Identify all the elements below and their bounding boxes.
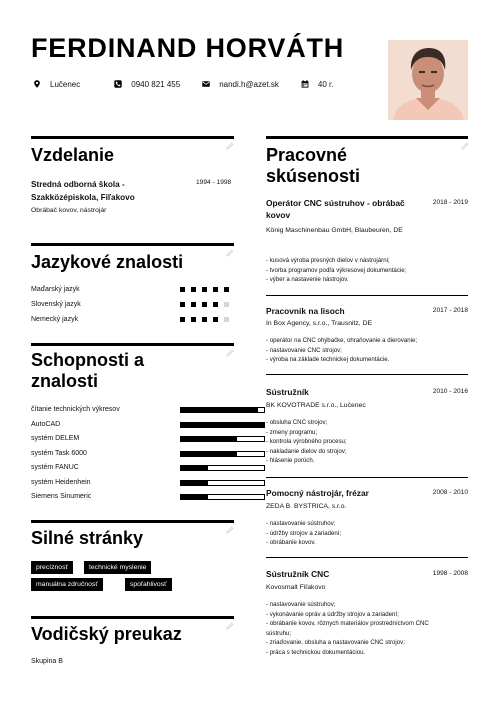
language-name: Slovenský jazyk	[31, 301, 81, 308]
job-title: Operátor CNC sústruhov - obrábač kovov	[266, 198, 405, 220]
duty-item: - nastavovanie sústruhov;	[266, 520, 336, 527]
skill-level-fill	[181, 408, 258, 412]
skill-name: systém FANUC	[31, 464, 79, 471]
contact-info-row	[33, 78, 333, 90]
language-row	[31, 316, 236, 326]
age-text: 40 r.	[317, 79, 334, 89]
skill-row	[31, 435, 236, 446]
job-company: BK KOVOTRADE s.r.o., Lučenec	[266, 402, 366, 409]
level-dot-filled	[180, 287, 185, 292]
duty-item: - kontrola výrobného procesu;	[266, 438, 347, 445]
duty-item: - hlásenie porúch.	[266, 457, 315, 464]
education-title: Vzdelanie	[31, 145, 115, 165]
email-text: nandi.h@azet.sk	[219, 79, 279, 89]
skill-row	[31, 421, 236, 432]
skill-name: systém Task 6000	[31, 449, 87, 457]
level-dot-filled	[202, 317, 207, 322]
duty-item: - nastavovanie sústruhov;	[266, 601, 336, 608]
skill-name: systém DELEM	[31, 435, 80, 442]
skill-level-fill	[181, 466, 208, 470]
education-divider	[31, 136, 234, 139]
job-divider	[266, 557, 468, 558]
duty-item: - zmeny programu;	[266, 428, 318, 436]
language-name: Nemecký jazyk	[31, 316, 79, 323]
skill-name: AutoCAD	[31, 420, 61, 428]
skill-row	[31, 479, 236, 490]
level-dot-filled	[213, 287, 218, 292]
license-divider	[31, 616, 234, 619]
skill-level-bar	[180, 494, 265, 500]
job-company: In Box Agency, s.r.o., Trausnitz, DE	[266, 320, 373, 327]
duty-item: - obrábanie kovov.	[266, 539, 316, 546]
skill-row	[31, 406, 236, 417]
skills-divider	[31, 343, 234, 346]
duty-item: - zriaďovanie, obsluha a nastavovanie CNC strojov;	[266, 639, 405, 646]
contact-phone	[114, 80, 180, 89]
job-company: König Maschinenbau GmbH, Blaubeuren, DE	[266, 227, 403, 234]
experience-divider	[266, 136, 468, 139]
contact-email	[202, 80, 279, 89]
location-pin-icon	[33, 80, 41, 88]
duty-item: - výroba na základe technickej dokumentácie.	[266, 356, 390, 363]
languages-divider	[31, 243, 234, 246]
skill-name: Siemens Sinumeric	[31, 493, 92, 500]
duty-item: - údržby strojov a zariadení;	[266, 529, 342, 537]
level-dot-filled	[191, 287, 196, 292]
skill-level-bar	[180, 465, 265, 471]
job-title: Pomocný nástrojár, frézar	[266, 488, 369, 498]
job-duties	[266, 600, 468, 657]
skill-level-bar	[180, 436, 265, 442]
duty-item: - obsluha CNC strojov;	[266, 419, 328, 426]
job-company: ZEDA B. BYSTRICA, s.r.o.	[266, 503, 347, 510]
duty-item: - kusová výroba presných dielov v nástrojárni;	[266, 257, 390, 264]
level-dot-filled	[202, 302, 207, 307]
job-title: Pracovník na lisoch	[266, 306, 345, 316]
education-school: Stredná odborná škola - Szakközépiskola, Fiľakovo	[31, 180, 135, 202]
level-dot-empty	[224, 317, 229, 322]
job-duties	[266, 256, 468, 285]
skill-level-fill	[181, 495, 208, 499]
job-years: 2018 - 2019	[432, 199, 468, 206]
skill-level-fill	[181, 437, 237, 441]
language-level-dots	[180, 302, 235, 307]
candidate-name: FERDINAND HORVÁTH	[31, 33, 345, 63]
skill-row	[31, 464, 236, 475]
duty-item: - nakladanie dielov do strojov;	[266, 447, 347, 455]
duty-item: - tvorba programov podľa výkresovej dokumentácie;	[266, 266, 407, 274]
skill-level-bar	[180, 407, 265, 413]
job-company: Kovosmalt Fiľakovo	[266, 584, 326, 591]
job-divider	[266, 374, 468, 375]
skill-level-fill	[181, 423, 264, 427]
contact-location	[33, 80, 80, 89]
duty-item: - operátor na CNC ohýbačke, ohraňovanie a dierovanie;	[266, 337, 418, 344]
skill-level-bar	[180, 451, 265, 457]
duty-item: - výber a nastavenie nástrojov.	[266, 276, 349, 283]
strengths-title: Silné stránky	[31, 528, 144, 548]
job-years: 1998 - 2008	[432, 570, 468, 577]
skill-level-fill	[181, 481, 208, 485]
duty-item: - práca s technickou dokumentáciou.	[266, 648, 366, 656]
level-dot-filled	[202, 287, 207, 292]
language-level-dots	[180, 317, 235, 322]
edit-pencil-icon	[226, 349, 234, 357]
education-field: Obrábač kovov, nástrojár	[31, 207, 107, 214]
duty-item: - obrábanie kovov, rôznych materiálov prostredníctvom CNC sústruhu;	[266, 620, 429, 637]
strength-tag: precíznosť	[31, 561, 73, 574]
job-divider	[266, 295, 468, 296]
location-text: Lučenec	[50, 79, 81, 89]
job-years: 2017 - 2018	[432, 307, 468, 314]
license-title: Vodičský preukaz	[31, 624, 182, 644]
level-dot-filled	[191, 317, 196, 322]
skill-row	[31, 493, 236, 504]
level-dot-filled	[180, 317, 185, 322]
level-dot-filled	[191, 302, 196, 307]
phone-icon	[114, 80, 122, 88]
job-years: 2010 - 2016	[432, 388, 468, 395]
education-years: 1994 - 1998	[196, 179, 232, 186]
duty-item: - nastavovanie CNC strojov;	[266, 346, 342, 354]
job-duties	[266, 519, 468, 548]
job-years: 2008 - 2010	[432, 489, 468, 496]
strength-tag: manuálna zdručnosť	[31, 578, 103, 591]
strength-tag: spoľahlivosť	[125, 578, 172, 591]
phone-text: 0940 821 455	[131, 79, 181, 89]
contact-age	[301, 80, 334, 89]
job-divider	[266, 477, 468, 478]
strengths-divider	[31, 520, 234, 523]
level-dot-filled	[213, 302, 218, 307]
job-title: Sústružník	[266, 387, 309, 397]
experience-title: Pracovné skúsenosti	[266, 145, 361, 187]
level-dot-empty	[224, 302, 229, 307]
edit-pencil-icon	[461, 142, 469, 150]
envelope-icon	[202, 80, 210, 88]
skill-level-bar	[180, 480, 265, 486]
level-dot-filled	[224, 287, 229, 292]
job-duties	[266, 418, 468, 466]
license-value: Skupina B	[31, 658, 63, 665]
language-row	[31, 286, 236, 296]
skill-level-bar	[180, 422, 265, 428]
level-dot-filled	[180, 302, 185, 307]
duty-item: - vykonávanie opráv a údržby strojov a zariadení;	[266, 610, 399, 618]
languages-title: Jazykové znalosti	[31, 252, 184, 272]
skill-level-fill	[181, 452, 237, 456]
language-level-dots	[180, 287, 235, 292]
skill-name: čítanie technických výkresov	[31, 406, 120, 413]
job-duties	[266, 336, 468, 365]
job-title: Sústružník CNC	[266, 569, 330, 579]
skill-row	[31, 450, 236, 461]
strength-tag: technické myslenie	[84, 561, 151, 574]
skill-name: systém Heidenhein	[31, 478, 91, 486]
language-row	[31, 301, 236, 311]
profile-photo	[388, 40, 468, 120]
calendar-icon	[301, 80, 309, 88]
level-dot-filled	[213, 317, 218, 322]
language-name: Maďarský jazyk	[31, 286, 80, 293]
skills-title: Schopnosti a znalosti	[31, 350, 145, 392]
